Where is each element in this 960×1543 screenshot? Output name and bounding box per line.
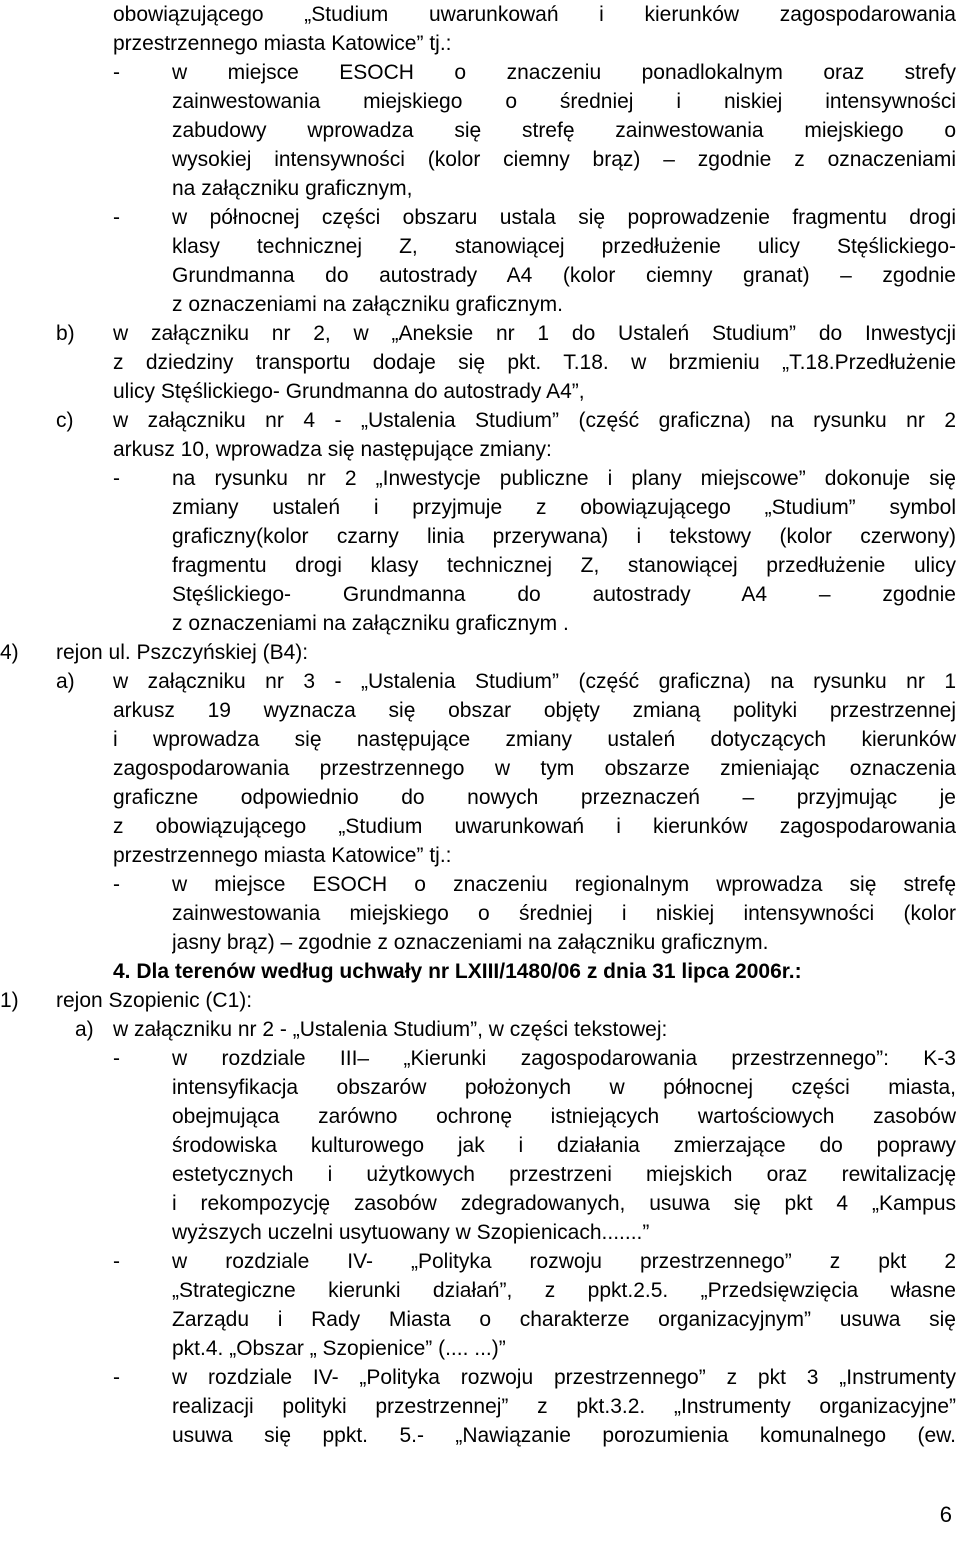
list-marker-b: b) <box>56 322 75 345</box>
list-dash: - <box>113 1250 120 1273</box>
text-line: „Strategiczne kierunki działań”, z ppkt.2.5. „Przedsięwzięcia własne <box>172 1279 956 1302</box>
text-line: w rozdziale III– „Kierunki zagospodarowania przestrzennego”: K-3 <box>172 1047 956 1070</box>
list-dash: - <box>113 1366 120 1389</box>
section-heading: rejon ul. Pszczyńskiej (B4): <box>56 641 309 664</box>
list-dash: - <box>113 467 120 490</box>
text-line: z oznaczeniami na załączniku graficznym. <box>172 293 564 316</box>
text-line: arkusz 10, wprowadza się następujące zmiany: <box>113 438 552 461</box>
text-line: w rozdziale IV- „Polityka rozwoju przestrzennego” z pkt 3 „Instrumenty <box>172 1366 956 1389</box>
text-line: przestrzennego miasta Katowice” tj.: <box>113 844 452 867</box>
text-line: pkt.4. „Obszar „ Szopienice” (.... ...)” <box>172 1337 506 1360</box>
text-line: usuwa się ppkt. 5.- „Nawiązanie porozumienia komunalnego (ew. <box>172 1424 956 1447</box>
text-line: zainwestowania miejskiego o średniej i niskiej intensywności (kolor <box>172 902 956 925</box>
text-line: w miejsce ESOCH o znaczeniu regionalnym wprowadza się strefę <box>172 873 956 896</box>
text-line: Grundmanna do autostrady A4 (kolor ciemny granat) – zgodnie <box>172 264 956 287</box>
text-line: w załączniku nr 4 - „Ustalenia Studium” (część graficzna) na rysunku nr 2 <box>113 409 956 432</box>
list-marker-1: 1) <box>0 989 19 1012</box>
list-marker-4: 4) <box>0 641 19 664</box>
chapter-heading: 4. Dla terenów według uchwały nr LXIII/1480/06 z dnia 31 lipca 2006r.: <box>113 960 802 983</box>
text-line: jasny brąz) – zgodnie z oznaczeniami na załączniku graficznym. <box>172 931 769 954</box>
text-line: klasy technicznej Z, stanowiącej przedłużenie ulicy Stęślickiego- <box>172 235 956 258</box>
text-line: przestrzennego miasta Katowice” tj.: <box>113 32 452 55</box>
text-line: realizacji polityki przestrzennej” z pkt.3.2. „Instrumenty organizacyjne” <box>172 1395 956 1418</box>
text-line: środowiska kulturowego jak i działania zmierzające do poprawy <box>172 1134 956 1157</box>
text-line: z dziedziny transportu dodaje się pkt. T.18. w brzmieniu „T.18.Przedłużenie <box>113 351 956 374</box>
text-line: na rysunku nr 2 „Inwestycje publiczne i plany miejscowe” dokonuje się <box>172 467 956 490</box>
text-line: wysokiej intensywności (kolor ciemny brąz) – zgodnie z oznaczeniami <box>172 148 956 171</box>
text-line: zainwestowania miejskiego o średniej i niskiej intensywności <box>172 90 956 113</box>
list-marker-a: a) <box>56 670 75 693</box>
text-line: ulicy Stęślickiego- Grundmanna do autostrady A4”, <box>113 380 585 403</box>
text-line: graficzne odpowiednio do nowych przeznaczeń – przyjmując je <box>113 786 956 809</box>
text-line: w załączniku nr 2, w „Aneksie nr 1 do Ustaleń Studium” do Inwestycji <box>113 322 956 345</box>
text-line: i rekompozycję zasobów zdegradowanych, usuwa się pkt 4 „Kampus <box>172 1192 956 1215</box>
text-line: w załączniku nr 3 - „Ustalenia Studium” (część graficzna) na rysunku nr 1 <box>113 670 956 693</box>
section-heading: rejon Szopienic (C1): <box>56 989 253 1012</box>
list-dash: - <box>113 1047 120 1070</box>
text-line: obejmująca zarówno ochronę istniejących wartościowych zasobów <box>172 1105 956 1128</box>
text-line: graficzny(kolor czarny linia przerywana) i tekstowy (kolor czerwony) <box>172 525 956 548</box>
text-line: arkusz 19 wyznacza się obszar objęty zmianą polityki przestrzennej <box>113 699 956 722</box>
text-line: zmiany ustaleń i przyjmuje z obowiązującego „Studium” symbol <box>172 496 956 519</box>
text-line: w północnej części obszaru ustala się poprowadzenie fragmentu drogi <box>172 206 956 229</box>
text-line: w załączniku nr 2 - „Ustalenia Studium”, w części tekstowej: <box>113 1018 668 1041</box>
text-line: na załączniku graficznym, <box>172 177 413 200</box>
list-dash: - <box>113 873 120 896</box>
text-line: Stęślickiego- Grundmanna do autostrady A4 – zgodnie <box>172 583 956 606</box>
text-line: i wprowadza się następujące zmiany ustaleń dotyczących kierunków <box>113 728 956 751</box>
list-dash: - <box>113 206 120 229</box>
text-line: z oznaczeniami na załączniku graficznym . <box>172 612 569 635</box>
text-line: estetycznych i użytkowych przestrzeni miejskich oraz rewitalizację <box>172 1163 956 1186</box>
text-line: z obowiązującego „Studium uwarunkowań i kierunków zagospodarowania <box>113 815 956 838</box>
page-number: 6 <box>939 1502 952 1527</box>
text-line: obowiązującego „Studium uwarunkowań i kierunków zagospodarowania <box>113 3 956 26</box>
list-marker-a: a) <box>75 1018 94 1041</box>
text-line: w rozdziale IV- „Polityka rozwoju przestrzennego” z pkt 2 <box>172 1250 956 1273</box>
list-dash: - <box>113 61 120 84</box>
text-line: w miejsce ESOCH o znaczeniu ponadlokalnym oraz strefy <box>172 61 956 84</box>
text-line: intensyfikacja obszarów położonych w północnej części miasta, <box>172 1076 956 1099</box>
text-line: wyższych uczelni usytuowany w Szopienicach.......” <box>172 1221 650 1244</box>
text-line: fragmentu drogi klasy technicznej Z, stanowiącej przedłużenie ulicy <box>172 554 956 577</box>
text-line: Zarządu i Rady Miasta o charakterze organizacyjnym” usuwa się <box>172 1308 956 1331</box>
text-line: zabudowy wprowadza się strefę zainwestowania miejskiego o <box>172 119 956 142</box>
list-marker-c: c) <box>56 409 74 432</box>
text-line: zagospodarowania przestrzennego w tym obszarze zmieniając oznaczenia <box>113 757 956 780</box>
